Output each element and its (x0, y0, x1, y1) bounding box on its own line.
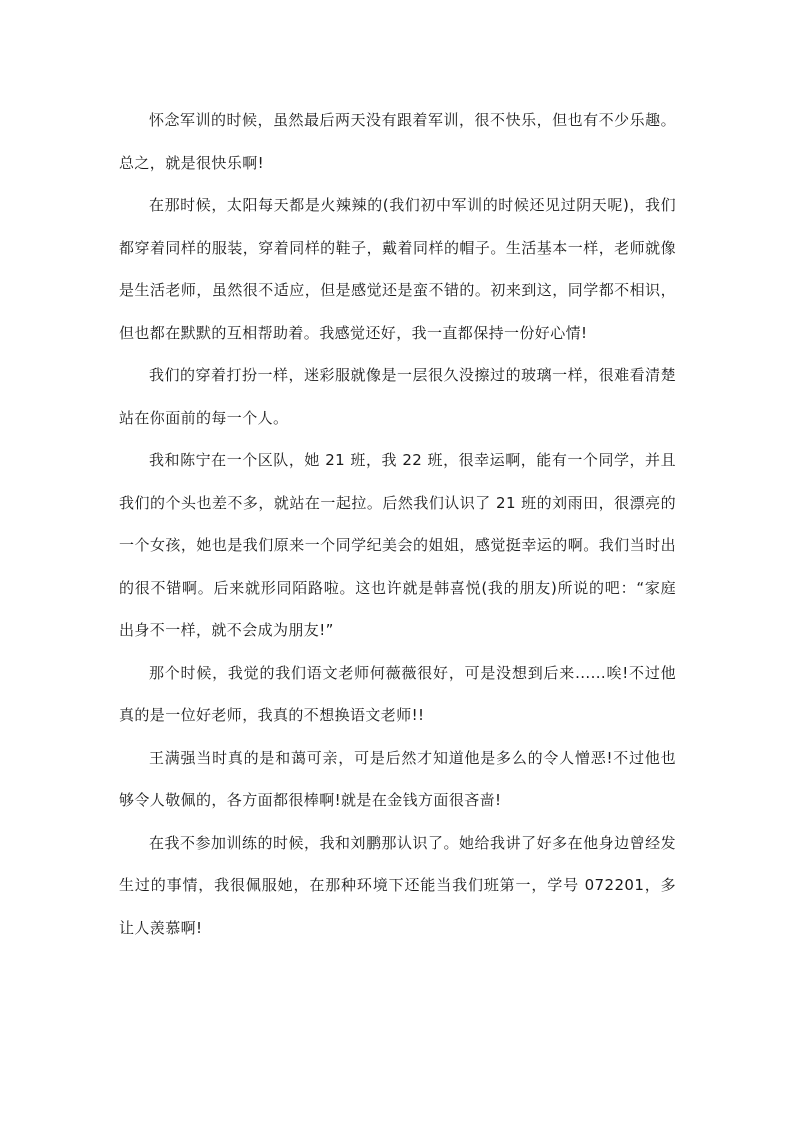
document-body (119, 99, 676, 949)
paragraph-1: 怀念军训的时候，虽然最后两天没有跟着军训，很不快乐，但也有不少乐趣。总之，就是很快乐啊! (119, 111, 676, 172)
paragraph-5: 那个时候，我觉的我们语文老师何薇薇很好，可是没想到后来......唉!不过他真的是一位好老师，我真的不想换语文老师!! (119, 663, 676, 724)
paragraph-3: 我们的穿着打扮一样，迷彩服就像是一层很久没擦过的玻璃一样，很难看清楚站在你面前的每一个人。 (119, 366, 676, 427)
paragraph-6: 王满强当时真的是和蔼可亲，可是后然才知道他是多么的令人憎恶!不过他也够令人敬佩的，各方面都很棒啊!就是在金钱方面很吝啬! (119, 748, 676, 809)
paragraph-4: 我和陈宁在一个区队，她 21 班，我 22 班，很幸运啊，能有一个同学，并且我们的个头也差不多，就站在一起拉。后然我们认识了 21 班的刘雨田，很漂亮的一个女孩，她也是我们原来一个同学纪美会的姐姐，感觉挺幸运的啊。我们当时出的很不错啊。后来就形同陌路啦。这也许就是韩喜悦(我的朋友)所说的吧：“家庭出身不一样，就不会成为朋友!” (119, 451, 676, 639)
paragraph-7: 在我不参加训练的时候，我和刘鹏那认识了。她给我讲了好多在他身边曾经发生过的事情，我很佩服她，在那种环境下还能当我们班第一，学号 072201，多让人羡慕啊! (119, 833, 676, 937)
paragraph-2: 在那时候，太阳每天都是火辣辣的(我们初中军训的时候还见过阴天呢)，我们都穿着同样的服装，穿着同样的鞋子，戴着同样的帽子。生活基本一样，老师就像是生活老师，虽然很不适应，但是感觉还是蛮不错的。初来到这，同学都不相识，但也都在默默的互相帮助着。我感觉还好，我一直都保持一份好心情! (119, 196, 676, 342)
